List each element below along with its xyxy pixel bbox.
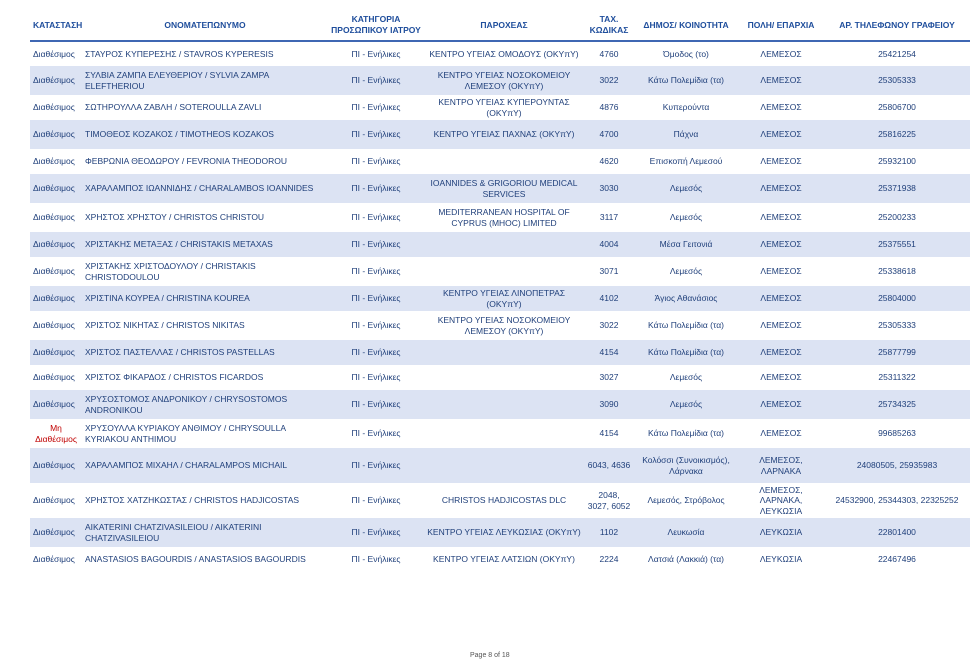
cell-phone: 24080505, 25935983 — [824, 448, 970, 483]
cell-name: ΧΡΙΣΤΑΚΗΣ ΧΡΙΣΤΟΔΟΥΛΟΥ / CHRISTAKIS CHRISTODOULOU — [85, 261, 256, 282]
cell-city: ΛΕΜΕΣΟΣ — [738, 174, 824, 203]
cell-name: ΦΕΒΡΩΝΙΑ ΘΕΟΔΩΡΟΥ / FEVRONIA THEODOROU — [85, 156, 287, 167]
table-row — [30, 203, 970, 232]
cell-name: ΣΥΛΒΙΑ ΖΑΜΠΑ ΕΛΕΥΘΕΡΙΟΥ / SYLVIA ZAMPA ELEFTHERIOU — [82, 66, 328, 95]
cell-municipality: Όμοδος (το) — [663, 48, 709, 59]
cell-category: ΠΙ - Ενήλικες — [351, 212, 401, 223]
cell-phone: 25816225 — [824, 120, 970, 149]
cell-city: ΛΕΜΕΣΟΣ — [760, 156, 802, 167]
cell-name: AIKATERINI CHATZIVASILEIOU / AIKATERINI CHATZIVASILEIOU — [82, 518, 328, 547]
cell-provider: ΚΕΝΤΡΟ ΥΓΕΙΑΣ ΠΑΧΝΑΣ (ΟΚΥπΥ) — [424, 120, 584, 149]
cell-postal: 4154 — [584, 340, 634, 365]
cell-municipality: Άγιος Αθανάσιος — [634, 286, 738, 311]
cell-status: Διαθέσιμος — [30, 66, 82, 95]
cell-phone: 25804000 — [824, 286, 970, 311]
cell-city: ΛΕΜΕΣΟΣ — [738, 286, 824, 311]
cell-phone: 24532900, 25344303, 22325252 — [835, 495, 959, 506]
cell-postal: 3022 — [584, 66, 634, 95]
cell-postal: 4760 — [599, 48, 619, 59]
cell-city: ΛΕΜΕΣΟΣ, ΛΑΡΝΑΚΑ — [738, 448, 824, 483]
cell-category: ΠΙ - Ενήλικες — [351, 495, 401, 506]
cell-municipality: Κάτω Πολεμίδια (τα) — [648, 320, 724, 331]
cell-postal: 3090 — [584, 390, 634, 419]
cell-name: ΣΤΑΥΡΟΣ ΚΥΠΕΡΕΣΗΣ / STAVROS KYPERESIS — [85, 48, 274, 59]
cell-provider: ΚΕΝΤΡΟ ΥΓΕΙΑΣ ΛΕΥΚΩΣΙΑΣ (ΟΚΥπΥ) — [424, 518, 584, 547]
cell-name: ΧΡΗΣΤΟΣ ΧΑΤΖΗΚΩΣΤΑΣ / CHRISTOS HADJICOSTAS — [85, 495, 300, 506]
cell-status: Διαθέσιμος — [33, 212, 75, 223]
cell-status: Διαθέσιμος — [33, 266, 75, 277]
cell-status: Διαθέσιμος — [33, 156, 75, 167]
cell-phone: 25421254 — [878, 48, 916, 59]
table-row — [30, 390, 970, 419]
cell-provider: MEDITERRANEAN HOSPITAL OF CYPRUS (MHOC) LIMITED — [438, 207, 570, 228]
table-row — [30, 311, 970, 340]
cell-city: ΛΕΜΕΣΟΣ — [760, 48, 802, 59]
cell-postal: 1102 — [584, 518, 634, 547]
cell-phone: 25375551 — [824, 232, 970, 257]
table-row — [30, 257, 970, 286]
cell-postal: 3030 — [584, 174, 634, 203]
table-row — [30, 340, 970, 365]
cell-category: ΠΙ - Ενήλικες — [328, 390, 424, 419]
cell-municipality: Λεμεσός, Στρόβολος — [647, 495, 725, 506]
cell-phone: 22801400 — [824, 518, 970, 547]
table-header-row — [30, 10, 970, 41]
cell-category: ΠΙ - Ενήλικες — [351, 102, 401, 113]
cell-city: ΛΕΜΕΣΟΣ — [738, 340, 824, 365]
cell-city: ΛΕΜΕΣΟΣ — [760, 266, 802, 277]
cell-municipality: Κάτω Πολεμίδια (τα) — [634, 340, 738, 365]
cell-city: ΛΕΥΚΩΣΙΑ — [738, 518, 824, 547]
table-row — [30, 419, 970, 448]
cell-status: Διαθέσιμος — [33, 372, 75, 383]
header-city: ΠΟΛΗ/ ΕΠΑΡΧΙΑ — [738, 10, 824, 41]
cell-name: ΧΑΡΑΛΑΜΠΟΣ ΜΙΧΑΗΛ / CHARALAMPOS MICHAIL — [82, 448, 328, 483]
cell-provider — [424, 149, 584, 174]
page-footer: Page 8 of 18 — [470, 652, 510, 659]
table-body — [30, 41, 970, 572]
cell-category: ΠΙ - Ενήλικες — [351, 320, 401, 331]
cell-provider: IOANNIDES & GRIGORIOU MEDICAL SERVICES — [424, 174, 584, 203]
cell-name: ΧΡΥΣΟΣΤΟΜΟΣ ΑΝΔΡΟΝΙΚΟΥ / CHRYSOSTOMOS ANDRONIKOU — [82, 390, 328, 419]
cell-name: ΧΡΙΣΤΑΚΗΣ ΜΕΤΑΞΑΣ / CHRISTAKIS METAXAS — [82, 232, 328, 257]
cell-name: ΧΡΗΣΤΟΣ ΧΡΗΣΤΟΥ / CHRISTOS CHRISTOU — [85, 212, 265, 223]
table-row — [30, 149, 970, 174]
header-category: ΚΑΤΗΓΟΡΙΑ ΠΡΟΣΩΠΙΚΟΥ ΙΑΤΡΟΥ — [328, 10, 424, 41]
cell-provider: ΚΕΝΤΡΟ ΥΓΕΙΑΣ ΟΜΟΔΟΥΣ (ΟΚΥπΥ) — [429, 48, 579, 59]
cell-provider: ΚΕΝΤΡΟ ΥΓΕΙΑΣ ΛΑΤΣΙΩΝ (ΟΚΥπΥ) — [433, 554, 575, 565]
cell-municipality: Λεμεσός — [669, 266, 703, 277]
cell-municipality: Κάτω Πολεμίδια (τα) — [648, 428, 724, 439]
cell-category: ΠΙ - Ενήλικες — [351, 156, 401, 167]
cell-name: ΧΡΙΣΤΟΣ ΝΙΚΗΤΑΣ / CHRISTOS NIKITAS — [85, 320, 245, 331]
cell-municipality: Κυπερούντα — [662, 102, 710, 113]
cell-status: Διαθέσιμος — [30, 390, 82, 419]
cell-city: ΛΕΜΕΣΟΣ — [738, 66, 824, 95]
cell-city: ΛΕΜΕΣΟΣ — [760, 212, 802, 223]
cell-provider — [424, 448, 584, 483]
table-row — [30, 483, 970, 518]
cell-category: ΠΙ - Ενήλικες — [328, 232, 424, 257]
cell-municipality: Λεμεσός — [634, 390, 738, 419]
cell-provider — [424, 257, 584, 286]
cell-phone: 25305333 — [878, 320, 916, 331]
cell-category: ΠΙ - Ενήλικες — [328, 518, 424, 547]
cell-name: ΧΑΡΑΛΑΜΠΟΣ ΙΩΑΝΝΙΔΗΣ / CHARALAMBOS IOANNIDES — [82, 174, 328, 203]
cell-category: ΠΙ - Ενήλικες — [351, 428, 401, 439]
cell-status: Διαθέσιμος — [30, 340, 82, 365]
header-status: ΚΑΤΑΣΤΑΣΗ — [30, 10, 82, 41]
cell-status: Διαθέσιμος — [33, 48, 75, 59]
cell-city: ΛΕΜΕΣΟΣ — [760, 372, 802, 383]
cell-postal: 4700 — [584, 120, 634, 149]
cell-postal: 4876 — [599, 102, 619, 113]
cell-phone: 25877799 — [824, 340, 970, 365]
table-row — [30, 547, 970, 572]
cell-provider: ΚΕΝΤΡΟ ΥΓΕΙΑΣ ΝΟΣΟΚΟΜΕΙΟΥ ΛΕΜΕΣΟΥ (ΟΚΥπΥ) — [424, 66, 584, 95]
cell-municipality: Λευκωσία — [634, 518, 738, 547]
cell-postal: 2048, 3027, 6052 — [587, 490, 631, 511]
cell-status: Διαθέσιμος — [33, 495, 75, 506]
table-row — [30, 448, 970, 483]
cell-phone: 22467496 — [878, 554, 916, 565]
cell-postal: 3022 — [599, 320, 619, 331]
cell-status: Διαθέσιμος — [33, 320, 75, 331]
cell-postal: 4004 — [584, 232, 634, 257]
cell-city: ΛΕΜΕΣΟΣ — [738, 232, 824, 257]
table-row — [30, 365, 970, 390]
cell-category: ΠΙ - Ενήλικες — [351, 266, 401, 277]
cell-phone: 25371938 — [824, 174, 970, 203]
cell-name: ΧΡΙΣΤΟΣ ΦΙΚΑΡΔΟΣ / CHRISTOS FICARDOS — [85, 372, 264, 383]
cell-name: ΤΙΜΟΘΕΟΣ ΚΟΖΑΚΟΣ / TIMOTHEOS KOZAKOS — [82, 120, 328, 149]
cell-status: Διαθέσιμος — [30, 518, 82, 547]
cell-status: Διαθέσιμος — [30, 232, 82, 257]
header-municipality: ΔΗΜΟΣ/ ΚΟΙΝΟΤΗΤΑ — [634, 10, 738, 41]
cell-municipality: Μέσα Γειτονιά — [634, 232, 738, 257]
cell-phone: 25734325 — [824, 390, 970, 419]
cell-category: ΠΙ - Ενήλικες — [328, 174, 424, 203]
cell-category: ΠΙ - Ενήλικες — [328, 340, 424, 365]
cell-status: Διαθέσιμος — [33, 554, 75, 565]
cell-name: ΣΩΤΗΡΟΥΛΛΑ ΖΑΒΛΗ / SOTEROULLA ZAVLI — [85, 102, 262, 113]
cell-city: ΛΕΥΚΩΣΙΑ — [759, 554, 803, 565]
cell-provider: ΚΕΝΤΡΟ ΥΓΕΙΑΣ ΚΥΠΕΡΟΥΝΤΑΣ (ΟΚΥπΥ) — [438, 97, 570, 118]
cell-name: ΧΡΙΣΤΟΣ ΠΑΣΤΕΛΛΑΣ / CHRISTOS PASTELLAS — [82, 340, 328, 365]
table-row — [30, 232, 970, 257]
cell-city: ΛΕΜΕΣΟΣ, ΛΑΡΝΑΚΑ, ΛΕΥΚΩΣΙΑ — [759, 484, 803, 516]
cell-provider — [424, 232, 584, 257]
cell-status: Διαθέσιμος — [30, 120, 82, 149]
cell-status: Διαθέσιμος — [30, 174, 82, 203]
cell-category: ΠΙ - Ενήλικες — [328, 286, 424, 311]
cell-phone: 25305333 — [824, 66, 970, 95]
cell-status: Διαθέσιμος — [33, 102, 75, 113]
cell-municipality: Πάχνα — [634, 120, 738, 149]
cell-provider — [424, 419, 584, 448]
cell-postal: 4154 — [599, 428, 619, 439]
cell-provider: ΚΕΝΤΡΟ ΥΓΕΙΑΣ ΝΟΣΟΚΟΜΕΙΟΥ ΛΕΜΕΣΟΥ (ΟΚΥπΥ) — [437, 315, 571, 336]
cell-provider: CHRISTOS HADJICOSTAS DLC — [441, 495, 567, 506]
cell-name: ΧΡΥΣΟΥΛΛΑ ΚΥΡΙΑΚΟΥ ΑΝΘΙΜΟΥ / CHRYSOULLA KYRIAKOU ANTHIMOU — [85, 423, 286, 444]
cell-city: ΛΕΜΕΣΟΣ — [738, 390, 824, 419]
header-provider: ΠΑΡΟΧΕΑΣ — [424, 10, 584, 41]
cell-postal: 3071 — [599, 266, 619, 277]
cell-phone: 25311322 — [878, 372, 916, 383]
cell-municipality: Κολόσσι (Συνοικισμός), Λάρνακα — [634, 448, 738, 483]
cell-municipality: Λεμεσός — [634, 174, 738, 203]
cell-category: ΠΙ - Ενήλικες — [351, 48, 401, 59]
header-phone: ΑΡ. ΤΗΛΕΦΩΝΟΥ ΓΡΑΦΕΙΟΥ — [824, 10, 970, 41]
cell-postal: 4102 — [584, 286, 634, 311]
table-row — [30, 174, 970, 203]
table-row — [30, 120, 970, 149]
cell-status: Διαθέσιμος — [30, 286, 82, 311]
table-row — [30, 41, 970, 66]
header-postal: ΤΑΧ. ΚΩΔΙΚΑΣ — [584, 10, 634, 41]
cell-city: ΛΕΜΕΣΟΣ — [760, 102, 802, 113]
cell-phone: 25338618 — [878, 266, 916, 277]
cell-name: ΧΡΙΣΤΙΝΑ ΚΟΥΡΕΑ / CHRISTINA KOUREA — [82, 286, 328, 311]
cell-municipality: Λεμεσός — [669, 212, 703, 223]
cell-municipality: Λατσιά (Λακκιά) (τα) — [648, 554, 724, 565]
cell-provider — [424, 390, 584, 419]
doctors-table — [30, 10, 970, 572]
table-row — [30, 66, 970, 95]
cell-municipality: Επισκοπή Λεμεσού — [649, 156, 723, 167]
table-row — [30, 286, 970, 311]
cell-status: Μη Διαθέσιμος — [35, 423, 77, 444]
cell-category: ΠΙ - Ενήλικες — [351, 372, 401, 383]
cell-municipality: Κάτω Πολεμίδια (τα) — [634, 66, 738, 95]
table-row — [30, 95, 970, 120]
cell-municipality: Λεμεσός — [669, 372, 703, 383]
cell-name: ANASTASIOS BAGOURDIS / ANASTASIOS BAGOURDIS — [85, 554, 306, 565]
header-name: ΟΝΟΜΑΤΕΠΩΝΥΜΟ — [82, 10, 328, 41]
cell-category: ΠΙ - Ενήλικες — [328, 66, 424, 95]
cell-provider — [424, 340, 584, 365]
cell-city: ΛΕΜΕΣΟΣ — [760, 428, 802, 439]
cell-phone: 25932100 — [878, 156, 916, 167]
cell-city: ΛΕΜΕΣΟΣ — [760, 320, 802, 331]
cell-postal: 3117 — [599, 212, 619, 223]
cell-postal: 6043, 4636 — [584, 448, 634, 483]
cell-phone: 25806700 — [878, 102, 916, 113]
cell-phone: 25200233 — [878, 212, 916, 223]
cell-postal: 3027 — [599, 372, 619, 383]
table-row — [30, 518, 970, 547]
cell-category: ΠΙ - Ενήλικες — [328, 448, 424, 483]
cell-provider: ΚΕΝΤΡΟ ΥΓΕΙΑΣ ΛΙΝΟΠΕΤΡΑΣ (ΟΚΥπΥ) — [424, 286, 584, 311]
cell-provider — [424, 365, 584, 390]
cell-postal: 2224 — [599, 554, 619, 565]
cell-phone: 99685263 — [878, 428, 916, 439]
cell-city: ΛΕΜΕΣΟΣ — [738, 120, 824, 149]
cell-category: ΠΙ - Ενήλικες — [328, 120, 424, 149]
cell-category: ΠΙ - Ενήλικες — [351, 554, 401, 565]
cell-postal: 4620 — [599, 156, 619, 167]
cell-status: Διαθέσιμος — [30, 448, 82, 483]
